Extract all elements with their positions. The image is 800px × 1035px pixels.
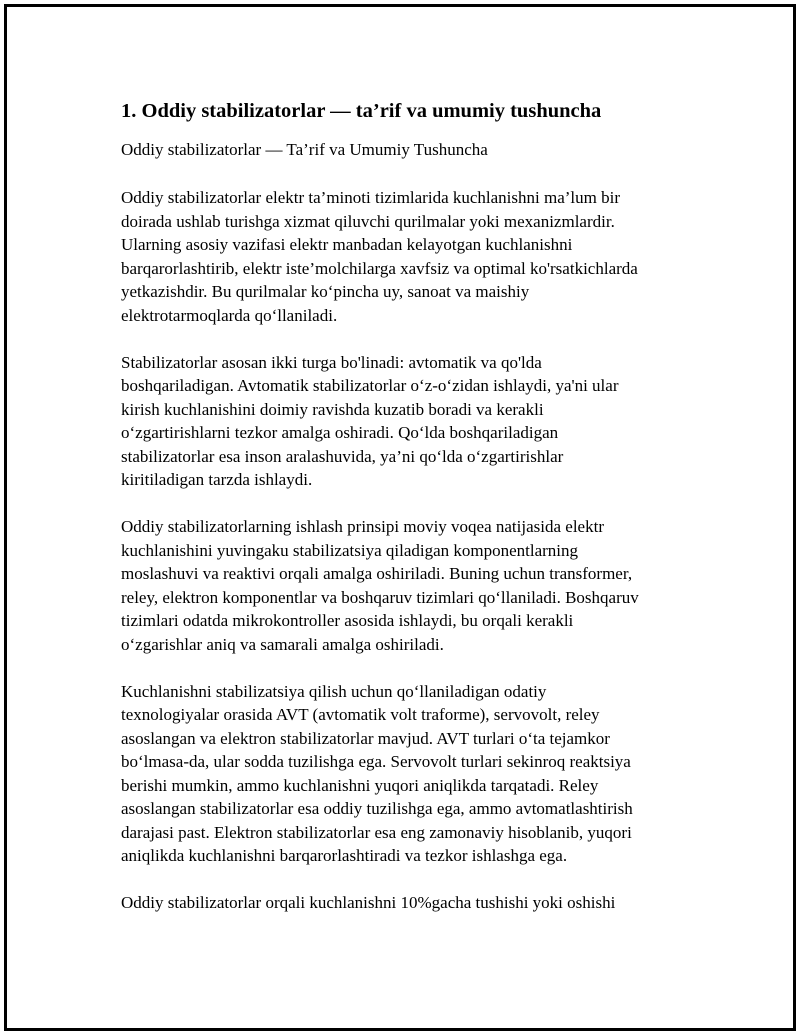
paragraph-line: Stabilizatorlar asosan ikki turga bo'linadi: avtomatik va qo'lda <box>121 352 542 372</box>
paragraph-line: o‘zgarishlar aniq va samarali amalga oshiriladi. <box>121 634 444 654</box>
paragraph-line: kiritiladigan tarzda ishlaydi. <box>121 470 313 489</box>
paragraph-line: asoslangan va elektron stabilizatorlar mavjud. AVT turlari o‘ta tejamkor <box>121 728 610 748</box>
document-subtitle: Oddiy stabilizatorlar — Ta’rif va Umumiy Tushuncha <box>121 140 488 159</box>
paragraph-line: bo‘lmasa-da, ular sodda tuzilishga ega. Servovolt turlari sekinroq reaktsiya <box>121 752 631 771</box>
paragraph-line: tizimlari odatda mikrokontroller asosida ishlaydi, bu orqali kerakli <box>121 611 574 630</box>
page-title: 1. Oddiy stabilizatorlar — ta’rif va umumiy tushuncha <box>121 100 602 122</box>
page-frame <box>4 4 796 1031</box>
paragraph-line: Kuchlanishni stabilizatsiya qilish uchun qo‘llaniladigan odatiy <box>121 681 547 701</box>
paragraph-line: Oddiy stabilizatorlar orqali kuchlanishni 10%gacha tushishi yoki oshishi <box>121 893 616 912</box>
paragraph-line: Oddiy stabilizatorlarning ishlash prinsipi moviy voqea natijasida elektr <box>121 517 604 536</box>
paragraph-line: berishi mumkin, ammo kuchlanishni yuqori aniqlikda tarqatadi. Releу <box>121 775 599 795</box>
paragraph-line: boshqariladigan. Avtomatik stabilizatorlar o‘z-o‘zidan ishlaydi, ya'ni ular <box>121 376 619 395</box>
paragraph-1 <box>121 186 701 327</box>
paragraph-4 <box>121 680 701 868</box>
paragraph-line: moslashuvi va reaktivi orqali amalga oshiriladi. Buning uchun transformer, <box>121 564 633 583</box>
paragraph-5 <box>121 891 701 915</box>
paragraph-line: kuchlanishini yuvingaku stabilizatsiya qiladigan komponentlarning <box>121 540 579 560</box>
paragraph-line: kirish kuchlanishini doimiy ravishda kuzatib boradi va kerakli <box>121 399 544 419</box>
paragraph-line: texnologiyalar orasida AVT (avtomatik volt traforme), servovolt, reley <box>121 705 600 724</box>
paragraph-3 <box>121 515 701 656</box>
paragraph-line: reley, elektron komponentlar va boshqaruv tizimlari qo‘llaniladi. Boshqaruv <box>121 587 639 607</box>
paragraph-line: aniqlikda kuchlanishni barqarorlashtiradi va tezkor ishlashga ega. <box>121 846 568 865</box>
paragraph-line: yetkazishdir. Bu qurilmalar ko‘pincha uy, sanoat va maishiy <box>121 282 530 301</box>
paragraph-line: Oddiy stabilizatorlar elektr ta’minoti tizimlarida kuchlanishni ma’lum bir <box>121 188 621 207</box>
document-content <box>121 97 701 938</box>
paragraph-line: stabilizatorlar esa inson aralashuvida, ya’ni qo‘lda o‘zgartirishlar <box>121 446 564 466</box>
paragraph-line: elektrotarmoqlarda qo‘llaniladi. <box>121 305 338 325</box>
paragraph-line: darajasi past. Elektron stabilizatorlar esa eng zamonaviy hisoblanib, yuqori <box>121 822 632 842</box>
paragraph-line: asoslangan stabilizatorlar esa oddiy tuzilishga ega, ammo avtomatlashtirish <box>121 799 633 818</box>
paragraph-line: barqarorlashtirib, elektr iste’molchilarga xavfsiz va optimal ko'rsatkichlarda <box>121 258 638 278</box>
paragraph-2 <box>121 351 701 492</box>
paragraph-line: Ularning asosiy vazifasi elektr manbadan kelayotgan kuchlanishni <box>121 235 573 254</box>
paragraph-line: doirada ushlab turishga xizmat qiluvchi qurilmalar yoki mexanizmlardir. <box>121 211 615 231</box>
paragraph-line: o‘zgartirishlarni tezkor amalga oshiradi. Qo‘lda boshqariladigan <box>121 423 559 442</box>
